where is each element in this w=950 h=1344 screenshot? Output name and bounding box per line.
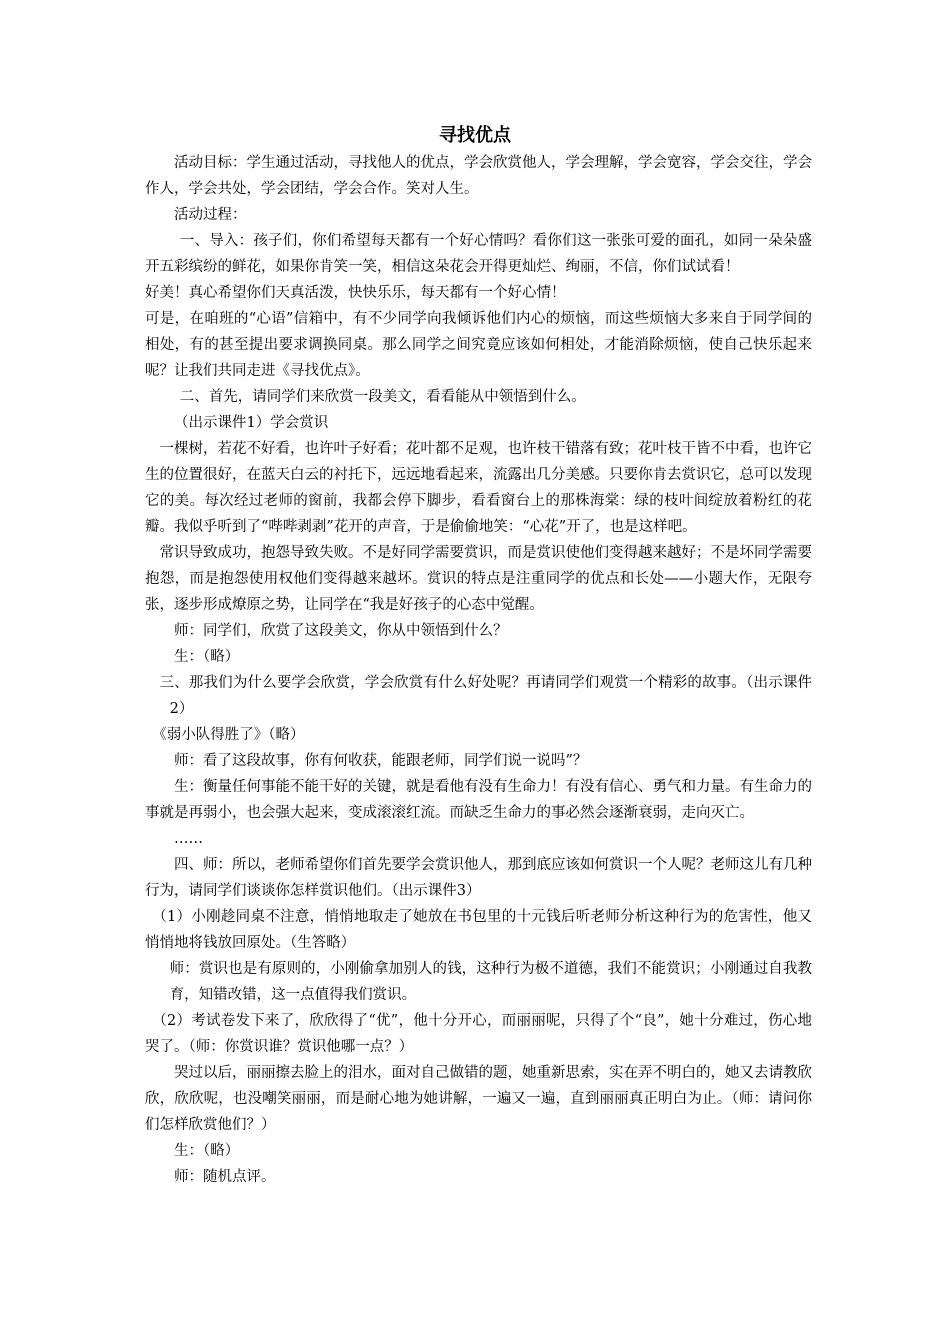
paragraph-student-answer-three: 生：（略） <box>174 1143 240 1159</box>
document-body <box>145 150 812 1190</box>
paragraph-intro: 一、导入：孩子们，你们希望每天都有一个好心情吗？看你们这一张张可爱的面孔，如同一朵朵盛开五彩缤纷的鲜花，如果你肯笑一笑，相信这朵花会开得更灿烂、绚丽，不信，你们试试看！ <box>145 233 812 275</box>
paragraph-story-title: 《弱小队得胜了》（略） <box>152 727 305 743</box>
paragraph-essay-two: 常识导致成功，抱怨导致失败。不是好同学需要赏识，而是赏识使他们变得越来越好；不是坏同学需要抱怨，而是抱怨使用权他们变得越来越坏。赏识的特点是注重同学的优点和长处——小题大作，无限夸张，逐步形成燎原之势，让同学在“我是好孩子的心态中觉醒。 <box>145 545 812 613</box>
paragraph-section-four: 四、师：所以，老师希望你们首先要学会赏识他人，那到底应该如何赏识一个人呢？老师这儿有几种行为，请同学们谈谈你怎样赏识他们。（出示课件3） <box>145 857 812 899</box>
paragraph-case-two: （2）考试卷发下来了，欣欣得了“优”，他十分开心，而丽丽呢，只得了个“良”，她十分难过，伤心地哭了。（师：你赏识谁？赏识他哪一点？） <box>145 1013 812 1055</box>
paragraph-student-answer-one: 生：（略） <box>174 649 240 665</box>
paragraph-student-answer-two: 生：衡量任何事能不能干好的关键，就是看他有没有生命力！有没有信心、勇气和力量。有生命力的事就是再弱小，也会强大起来，变成滚滚红流。而缺乏生命力的事必然会逐渐衰弱，走向灭亡。 <box>145 779 812 821</box>
paragraph-case-one: （1）小刚趁同桌不注意，悄悄地取走了她放在书包里的十元钱后听老师分析这种行为的危害性，他又悄悄地将钱放回原处。（生答略） <box>145 909 812 951</box>
paragraph-mailbox: 可是，在咱班的“心语”信箱中，有不少同学向我倾诉他们内心的烦恼，而这些烦恼大多来自于同学间的相处，有的甚至提出要求调换同桌。那么同学之间究竟应该如何相处，才能消除烦恼，使自己快乐起来呢？让我们共同走进《寻找优点》。 <box>145 311 812 379</box>
paragraph-section-two: 二、首先，请同学们来欣赏一段美文，看看能从中领悟到什么。 <box>179 389 586 405</box>
paragraph-ellipsis: …… <box>174 831 203 847</box>
paragraph-teacher-question-two: 师：看了这段故事，你有何收获，能跟老师，同学们说一说吗”？ <box>174 753 588 769</box>
paragraph-case-two-continued: 哭过以后，丽丽擦去脸上的泪水，面对自己做错的题，她重新思索，实在弄不明白的，她又去请教欣欣，欣欣呢，也没嘲笑丽丽，而是耐心地为她讲解，一遍又一遍，直到丽丽真正明白为止。（师：请问你们怎样欣赏他们？） <box>145 1065 812 1133</box>
paragraph-process-heading: 活动过程： <box>174 207 247 223</box>
paragraph-teacher-comment-two: 师：随机点评。 <box>174 1169 276 1185</box>
document-title: 寻找优点 <box>439 125 511 146</box>
paragraph-goal: 活动目标：学生通过活动，寻找他人的优点，学会欣赏他人，学会理解，学会宽容，学会交往，学会作人，学会共处，学会团结，学会合作。笑对人生。 <box>145 155 812 197</box>
paragraph-wish: 好美！真心希望你们天真活泼，快快乐乐，每天都有一个好心情！ <box>145 285 566 301</box>
paragraph-section-three: 三、那我们为什么要学会欣赏，学会欣赏有什么好处呢？再请同学们观赏一个精彩的故事。（出示课件2） <box>159 675 812 717</box>
paragraph-essay-one: 一棵树，若花不好看，也许叶子好看；花叶都不足观，也许枝干错落有致；花叶枝干皆不中看，也许它生的位置很好，在蓝天白云的衬托下，远远地看起来，流露出几分美感。只要你肯去赏识它，总可以发现它的美。每次经过老师的窗前，我都会停下脚步，看看窗台上的那株海棠：绿的枝叶间绽放着粉红的花瓣。我似乎听到了“哔哔剥剥”花开的声音，于是偷偷地笑：“心花”开了，也是这样吧。 <box>145 441 812 535</box>
paragraph-courseware-one: （出示课件1）学会赏识 <box>174 415 329 431</box>
paragraph-teacher-question-one: 师：同学们，欣赏了这段美文，你从中领悟到什么？ <box>174 623 508 639</box>
paragraph-teacher-comment-one: 师：赏识也是有原则的，小刚偷拿加别人的钱，这种行为极不道德，我们不能赏识；小刚通过自我教育，知错改错，这一点值得我们赏识。 <box>169 961 812 1003</box>
